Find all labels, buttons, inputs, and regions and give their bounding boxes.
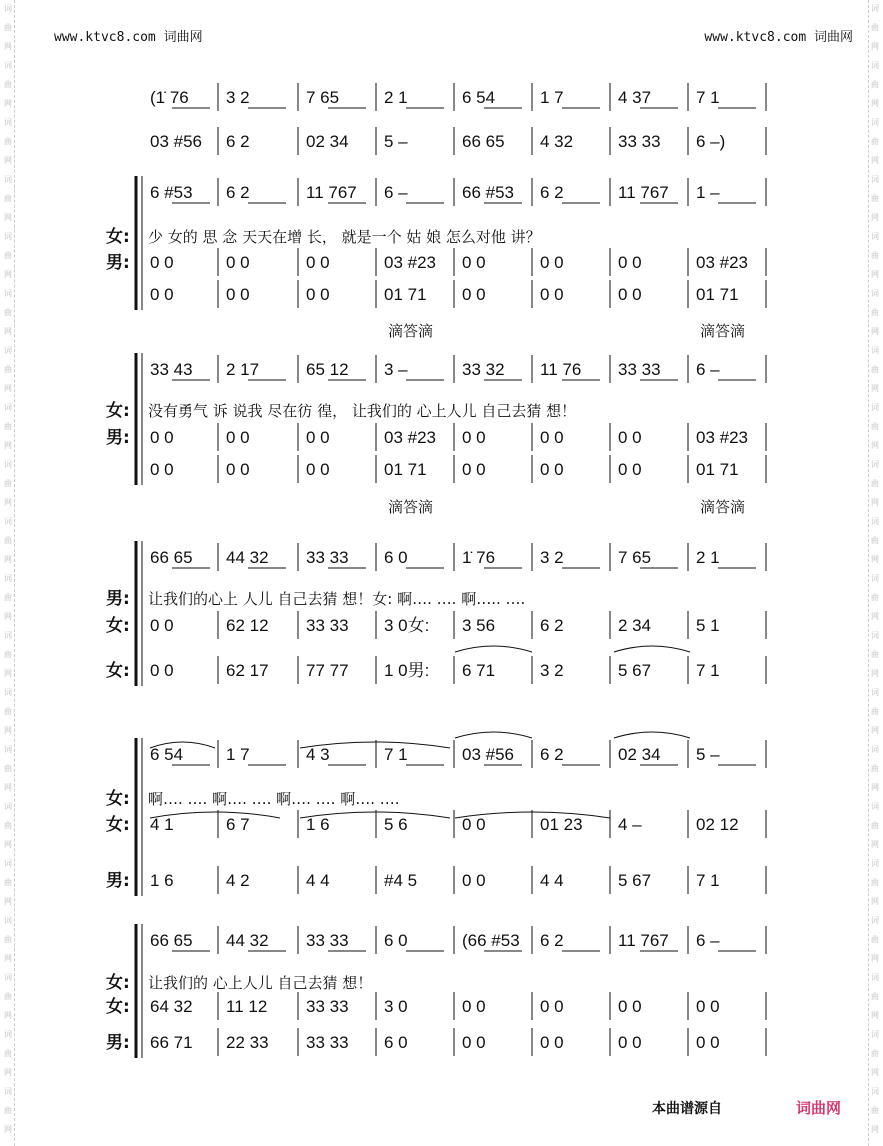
watermark-char: 词 bbox=[871, 289, 879, 298]
measure-notes: 65 12 bbox=[306, 360, 349, 379]
watermark-char: 词 bbox=[4, 688, 12, 697]
watermark-char: 词 bbox=[4, 460, 12, 469]
lyric-dida: 滴答滴 bbox=[700, 322, 746, 340]
watermark-char: 词 bbox=[871, 4, 879, 13]
watermark-char: 网 bbox=[4, 897, 12, 906]
watermark-char: 曲 bbox=[871, 650, 879, 659]
measure-notes: 77 77 bbox=[306, 661, 349, 680]
measure-notes: 2 17 bbox=[226, 360, 260, 379]
lyric-dida: 滴答滴 bbox=[388, 322, 434, 340]
measure-notes: 0 0 bbox=[226, 285, 250, 304]
measure-notes: 4 – bbox=[618, 815, 642, 834]
footer-source: 本曲谱源自 bbox=[652, 1101, 722, 1117]
watermark-char: 网 bbox=[871, 897, 879, 906]
measure-notes: 1 6 bbox=[306, 815, 330, 834]
watermark-char: 词 bbox=[871, 574, 879, 583]
measure-notes: 66 71 bbox=[150, 1033, 193, 1052]
measure-notes: 7 65 bbox=[306, 88, 340, 107]
watermark-char: 词 bbox=[4, 859, 12, 868]
measure-notes: 5 67 bbox=[618, 661, 652, 680]
watermark-char: 网 bbox=[871, 840, 879, 849]
measure-notes: 7 1 bbox=[696, 661, 720, 680]
watermark-char: 词 bbox=[871, 916, 879, 925]
watermark-char: 曲 bbox=[4, 251, 12, 260]
part-label: 女: bbox=[106, 661, 130, 681]
watermark-char: 曲 bbox=[871, 23, 879, 32]
slur bbox=[614, 732, 690, 738]
lyric-line: 没有勇气 诉 说我 尽在彷 徨， 让我们的 心上人儿 自己去猜 想！ bbox=[148, 402, 577, 420]
measure-notes: 0 0 bbox=[462, 428, 486, 447]
part-label: 女: bbox=[106, 815, 130, 835]
measure-notes: 03 #56 bbox=[462, 745, 514, 764]
measure-notes: 5 – bbox=[384, 132, 408, 151]
measure-notes: 6 #53 bbox=[150, 183, 193, 202]
watermark-char: 网 bbox=[871, 555, 879, 564]
measure-notes: 4 32 bbox=[540, 132, 574, 151]
watermark-char: 词 bbox=[4, 745, 12, 754]
slur bbox=[614, 646, 690, 652]
watermark-char: 词 bbox=[871, 802, 879, 811]
watermark-char: 词 bbox=[871, 460, 879, 469]
lyric-dida: 滴答滴 bbox=[700, 498, 746, 516]
watermark-char: 网 bbox=[4, 213, 12, 222]
watermark-char: 曲 bbox=[4, 365, 12, 374]
measure-notes: 3 0 bbox=[384, 997, 408, 1016]
watermark-char: 曲 bbox=[4, 593, 12, 602]
watermark-char: 曲 bbox=[4, 422, 12, 431]
watermark-char: 网 bbox=[4, 840, 12, 849]
measure-notes: 3 0女: bbox=[384, 616, 430, 635]
watermark-char: 词 bbox=[4, 574, 12, 583]
measure-notes: 0 0 bbox=[618, 460, 642, 479]
measure-notes: 6 0 bbox=[384, 548, 408, 567]
watermark-char: 曲 bbox=[4, 479, 12, 488]
measure-notes: 6 – bbox=[696, 360, 720, 379]
measure-notes: 1 7 bbox=[226, 745, 250, 764]
watermark-char: 曲 bbox=[871, 422, 879, 431]
watermark-char: 曲 bbox=[871, 194, 879, 203]
watermark-char: 词 bbox=[871, 232, 879, 241]
watermark-char: 网 bbox=[871, 441, 879, 450]
watermark-char: 曲 bbox=[4, 308, 12, 317]
watermark-char: 网 bbox=[871, 1125, 879, 1134]
measure-notes: 0 0 bbox=[226, 428, 250, 447]
measure-notes: 0 0 bbox=[306, 285, 330, 304]
watermark-char: 词 bbox=[871, 1087, 879, 1096]
measure-notes: 6 2 bbox=[226, 183, 250, 202]
measure-notes: 33 43 bbox=[150, 360, 193, 379]
measure-notes: 7 65 bbox=[618, 548, 652, 567]
watermark-char: 网 bbox=[4, 384, 12, 393]
watermark-char: 网 bbox=[4, 555, 12, 564]
measure-notes: 44 32 bbox=[226, 548, 269, 567]
watermark-char: 词 bbox=[871, 688, 879, 697]
measure-notes: 11 767 bbox=[618, 931, 669, 950]
watermark-char: 词 bbox=[4, 4, 12, 13]
watermark-char: 词 bbox=[4, 175, 12, 184]
watermark-char: 词 bbox=[871, 859, 879, 868]
lyric-dida: 滴答滴 bbox=[388, 498, 434, 516]
watermark-char: 曲 bbox=[871, 992, 879, 1001]
header-left[interactable]: www.ktvc8.com 词曲网 bbox=[54, 30, 203, 45]
part-label: 男: bbox=[106, 589, 130, 609]
measure-notes: 2 1 bbox=[384, 88, 408, 107]
measure-notes: 0 0 bbox=[618, 1033, 642, 1052]
watermark-char: 网 bbox=[871, 156, 879, 165]
measure-notes: 7 1 bbox=[696, 88, 720, 107]
watermark-char: 网 bbox=[871, 954, 879, 963]
part-label: 男: bbox=[106, 871, 130, 891]
watermark-char: 曲 bbox=[871, 707, 879, 716]
measure-notes: 1 7 bbox=[540, 88, 564, 107]
watermark-char: 网 bbox=[871, 42, 879, 51]
measure-notes: 0 0 bbox=[150, 616, 174, 635]
measure-notes: 66 65 bbox=[462, 132, 505, 151]
measure-notes: 6 0 bbox=[384, 931, 408, 950]
measure-notes: 0 0 bbox=[306, 253, 330, 272]
measure-notes: 2 1 bbox=[696, 548, 720, 567]
watermark-char: 词 bbox=[4, 517, 12, 526]
watermark-char: 词 bbox=[4, 1030, 12, 1039]
measure-notes: 66 65 bbox=[150, 931, 193, 950]
measure-notes: 03 #56 bbox=[150, 132, 202, 151]
measure-notes: 0 0 bbox=[618, 997, 642, 1016]
measure-notes: 0 0 bbox=[540, 460, 564, 479]
measure-notes: 6 54 bbox=[462, 88, 496, 107]
measure-notes: 0 0 bbox=[540, 285, 564, 304]
watermark-char: 网 bbox=[4, 612, 12, 621]
measure-notes: 1 0男: bbox=[384, 661, 430, 680]
measure-notes: 3 56 bbox=[462, 616, 496, 635]
measure-notes: 0 0 bbox=[226, 253, 250, 272]
measure-notes: 6 54 bbox=[150, 745, 184, 764]
measure-notes: 0 0 bbox=[150, 661, 174, 680]
watermark-char: 曲 bbox=[871, 593, 879, 602]
measure-notes: 0 0 bbox=[462, 460, 486, 479]
watermark-char: 网 bbox=[4, 270, 12, 279]
measure-notes: 0 0 bbox=[618, 253, 642, 272]
watermark-char: 网 bbox=[4, 498, 12, 507]
watermark-char: 曲 bbox=[871, 821, 879, 830]
watermark-char: 曲 bbox=[871, 1106, 879, 1115]
measure-notes: 4 4 bbox=[306, 871, 330, 890]
part-label: 男: bbox=[106, 1033, 130, 1053]
watermark-char: 词 bbox=[4, 346, 12, 355]
watermark-char: 网 bbox=[871, 612, 879, 621]
watermark-char: 曲 bbox=[4, 23, 12, 32]
watermark-char: 词 bbox=[4, 232, 12, 241]
watermark-char: 网 bbox=[4, 783, 12, 792]
measure-notes: 6 0 bbox=[384, 1033, 408, 1052]
measure-notes: 3 2 bbox=[540, 548, 564, 567]
measure-notes: 33 33 bbox=[618, 132, 661, 151]
measure-notes: 0 0 bbox=[150, 285, 174, 304]
measure-notes: 2 34 bbox=[618, 616, 652, 635]
watermark-char: 词 bbox=[4, 289, 12, 298]
measure-notes: 02 12 bbox=[696, 815, 739, 834]
measure-notes: 0 0 bbox=[150, 428, 174, 447]
measure-notes: 0 0 bbox=[306, 460, 330, 479]
watermark-char: 曲 bbox=[4, 650, 12, 659]
watermark-char: 词 bbox=[871, 175, 879, 184]
watermark-char: 网 bbox=[4, 42, 12, 51]
measure-notes: 7 1 bbox=[696, 871, 720, 890]
watermark-char: 曲 bbox=[871, 878, 879, 887]
part-label: 男: bbox=[106, 253, 130, 273]
watermark-char: 词 bbox=[4, 916, 12, 925]
watermark-char: 曲 bbox=[4, 1049, 12, 1058]
measure-notes: 0 0 bbox=[462, 997, 486, 1016]
watermark-char: 词 bbox=[4, 403, 12, 412]
watermark-char: 网 bbox=[871, 1068, 879, 1077]
measure-notes: 1 – bbox=[696, 183, 720, 202]
measure-notes: 6 2 bbox=[540, 931, 564, 950]
measure-notes: 33 33 bbox=[306, 548, 349, 567]
measure-notes: 6 –) bbox=[696, 132, 726, 151]
measure-notes: 6 – bbox=[696, 931, 720, 950]
measure-notes: 5 6 bbox=[384, 815, 408, 834]
measure-notes: 0 0 bbox=[462, 285, 486, 304]
watermark-char: 曲 bbox=[871, 365, 879, 374]
measure-notes: 3 – bbox=[384, 360, 408, 379]
header-right[interactable]: www.ktvc8.com 词曲网 bbox=[704, 30, 853, 45]
measure-notes: 0 0 bbox=[696, 997, 720, 1016]
watermark-char: 词 bbox=[871, 517, 879, 526]
measure-notes: 01 71 bbox=[696, 460, 739, 479]
measure-notes: 4 2 bbox=[226, 871, 250, 890]
watermark-char: 曲 bbox=[871, 479, 879, 488]
measure-notes: 3 2 bbox=[540, 661, 564, 680]
part-label: 女: bbox=[106, 227, 130, 247]
measure-notes: 11 76 bbox=[540, 360, 582, 379]
watermark-char: 网 bbox=[4, 669, 12, 678]
measure-notes: 6 2 bbox=[226, 132, 250, 151]
measure-notes: 6 2 bbox=[540, 183, 564, 202]
measure-notes: 0 0 bbox=[540, 1033, 564, 1052]
measure-notes: 6 7 bbox=[226, 815, 250, 834]
measure-notes: 5 67 bbox=[618, 871, 652, 890]
part-label: 男: bbox=[106, 428, 130, 448]
watermark-char: 曲 bbox=[4, 935, 12, 944]
slur bbox=[455, 646, 532, 652]
part-label: 女: bbox=[106, 789, 130, 809]
watermark-char: 曲 bbox=[871, 308, 879, 317]
measure-notes: 02 34 bbox=[306, 132, 349, 151]
watermark-char: 网 bbox=[871, 384, 879, 393]
measure-notes: 0 0 bbox=[462, 815, 486, 834]
measure-notes: 03 #23 bbox=[384, 428, 436, 447]
measure-notes: 02 34 bbox=[618, 745, 661, 764]
watermark-char: 网 bbox=[871, 213, 879, 222]
watermark-char: 曲 bbox=[871, 137, 879, 146]
measure-notes: 4 4 bbox=[540, 871, 564, 890]
watermark-char: 曲 bbox=[4, 194, 12, 203]
measure-notes: 0 0 bbox=[540, 253, 564, 272]
part-label: 女: bbox=[106, 997, 130, 1017]
lyric-line: 啊…. …. 啊…. …. 啊…. …. 啊…. …. bbox=[148, 790, 400, 808]
measure-notes: 66 65 bbox=[150, 548, 193, 567]
measure-notes: 4 37 bbox=[618, 88, 652, 107]
measure-notes: 01 23 bbox=[540, 815, 583, 834]
watermark-char: 网 bbox=[4, 1125, 12, 1134]
watermark-char: 曲 bbox=[4, 992, 12, 1001]
footer-logo[interactable]: 词曲网 bbox=[796, 1099, 842, 1117]
measure-notes: 1 6 bbox=[150, 871, 174, 890]
watermark-char: 词 bbox=[871, 745, 879, 754]
lyric-line: 让我们的心上 人儿 自己去猜 想！女: 啊…. …. 啊….. …. bbox=[148, 590, 526, 608]
watermark-char: 网 bbox=[871, 783, 879, 792]
watermark-char: 网 bbox=[871, 270, 879, 279]
measure-notes: 22 33 bbox=[226, 1033, 269, 1052]
measure-notes: 01 71 bbox=[696, 285, 739, 304]
measure-notes: 0 0 bbox=[462, 253, 486, 272]
part-label: 女: bbox=[106, 616, 130, 636]
watermark-char: 网 bbox=[871, 726, 879, 735]
measure-notes: 4 3 bbox=[306, 745, 330, 764]
watermark-char: 词 bbox=[871, 1030, 879, 1039]
measure-notes: 01 71 bbox=[384, 460, 427, 479]
watermark-char: 网 bbox=[4, 1011, 12, 1020]
measure-notes: (1̇ 76 bbox=[150, 88, 189, 107]
measure-notes: 33 33 bbox=[306, 616, 349, 635]
watermark-char: 词 bbox=[4, 1087, 12, 1096]
measure-notes: 0 0 bbox=[618, 285, 642, 304]
watermark-char: 词 bbox=[871, 61, 879, 70]
watermark-char: 曲 bbox=[871, 935, 879, 944]
measure-notes: 0 0 bbox=[540, 997, 564, 1016]
watermark-char: 曲 bbox=[871, 251, 879, 260]
lyric-line: 让我们的 心上人儿 自己去猜 想！ bbox=[148, 974, 373, 992]
watermark-char: 网 bbox=[4, 99, 12, 108]
measure-notes: 11 12 bbox=[226, 997, 268, 1016]
measure-notes: 6 2 bbox=[540, 745, 564, 764]
measure-notes: 03 #23 bbox=[696, 428, 748, 447]
watermark-char: 词 bbox=[4, 118, 12, 127]
part-label: 女: bbox=[106, 973, 130, 993]
watermark-char: 曲 bbox=[4, 878, 12, 887]
watermark-char: 曲 bbox=[4, 1106, 12, 1115]
measure-notes: 03 #23 bbox=[384, 253, 436, 272]
watermark-char: 词 bbox=[871, 118, 879, 127]
watermark-char: 曲 bbox=[4, 764, 12, 773]
watermark-char: 曲 bbox=[4, 707, 12, 716]
measure-notes: 44 32 bbox=[226, 931, 269, 950]
part-label: 女: bbox=[106, 401, 130, 421]
measure-notes: 33 33 bbox=[306, 931, 349, 950]
measure-notes: (66 #53 bbox=[462, 931, 520, 950]
watermark-char: 网 bbox=[4, 954, 12, 963]
watermark-char: 词 bbox=[871, 403, 879, 412]
measure-notes: 0 0 bbox=[618, 428, 642, 447]
watermark-char: 曲 bbox=[4, 80, 12, 89]
measure-notes: 11 767 bbox=[306, 183, 357, 202]
watermark-char: 网 bbox=[4, 726, 12, 735]
watermark-char: 网 bbox=[871, 99, 879, 108]
measure-notes: #4 5 bbox=[384, 871, 418, 890]
slur bbox=[455, 732, 532, 738]
measure-notes: 33 33 bbox=[306, 997, 349, 1016]
measure-notes: 64 32 bbox=[150, 997, 193, 1016]
measure-notes: 7 1 bbox=[384, 745, 408, 764]
watermark-char: 词 bbox=[4, 631, 12, 640]
watermark-char: 词 bbox=[871, 973, 879, 982]
watermark-char: 词 bbox=[4, 61, 12, 70]
measure-notes: 01 71 bbox=[384, 285, 427, 304]
measure-notes: 0 0 bbox=[150, 253, 174, 272]
watermark-char: 曲 bbox=[871, 764, 879, 773]
watermark-char: 曲 bbox=[4, 536, 12, 545]
measure-notes: 0 0 bbox=[226, 460, 250, 479]
watermark-char: 词 bbox=[4, 802, 12, 811]
watermark-char: 曲 bbox=[4, 821, 12, 830]
watermark-char: 曲 bbox=[4, 137, 12, 146]
watermark-char: 词 bbox=[4, 973, 12, 982]
measure-notes: 0 0 bbox=[696, 1033, 720, 1052]
watermark-char: 网 bbox=[871, 1011, 879, 1020]
measure-notes: 0 0 bbox=[462, 1033, 486, 1052]
measure-notes: 0 0 bbox=[462, 871, 486, 890]
watermark-char: 网 bbox=[4, 327, 12, 336]
measure-notes: 0 0 bbox=[150, 460, 174, 479]
measure-notes: 5 – bbox=[696, 745, 720, 764]
measure-notes: 11 767 bbox=[618, 183, 669, 202]
measure-notes: 4 1 bbox=[150, 815, 174, 834]
watermark-char: 网 bbox=[871, 327, 879, 336]
watermark-char: 词 bbox=[871, 346, 879, 355]
watermark-char: 网 bbox=[4, 156, 12, 165]
measure-notes: 5 1 bbox=[696, 616, 720, 635]
measure-notes: 62 17 bbox=[226, 661, 269, 680]
measure-notes: 3 2 bbox=[226, 88, 250, 107]
watermark-char: 曲 bbox=[871, 1049, 879, 1058]
measure-notes: 33 33 bbox=[618, 360, 661, 379]
measure-notes: 6 71 bbox=[462, 661, 496, 680]
watermark-char: 网 bbox=[871, 669, 879, 678]
measure-notes: 6 – bbox=[384, 183, 408, 202]
measure-notes: 03 #23 bbox=[696, 253, 748, 272]
measure-notes: 62 12 bbox=[226, 616, 269, 635]
measure-notes: 0 0 bbox=[306, 428, 330, 447]
watermark-char: 网 bbox=[4, 441, 12, 450]
measure-notes: 6 2 bbox=[540, 616, 564, 635]
measure-notes: 66 #53 bbox=[462, 183, 514, 202]
measure-notes: 33 32 bbox=[462, 360, 505, 379]
watermark-char: 曲 bbox=[871, 80, 879, 89]
measure-notes: 0 0 bbox=[540, 428, 564, 447]
watermark-char: 词 bbox=[871, 631, 879, 640]
measure-notes: 33 33 bbox=[306, 1033, 349, 1052]
lyric-line: 少 女的 思 念 天天在增 长， 就是一个 姑 娘 怎么对他 讲？ bbox=[148, 228, 541, 246]
watermark-char: 网 bbox=[4, 1068, 12, 1077]
watermark-char: 曲 bbox=[871, 536, 879, 545]
watermark-char: 网 bbox=[871, 498, 879, 507]
measure-notes: 1̇ 76 bbox=[462, 548, 496, 567]
